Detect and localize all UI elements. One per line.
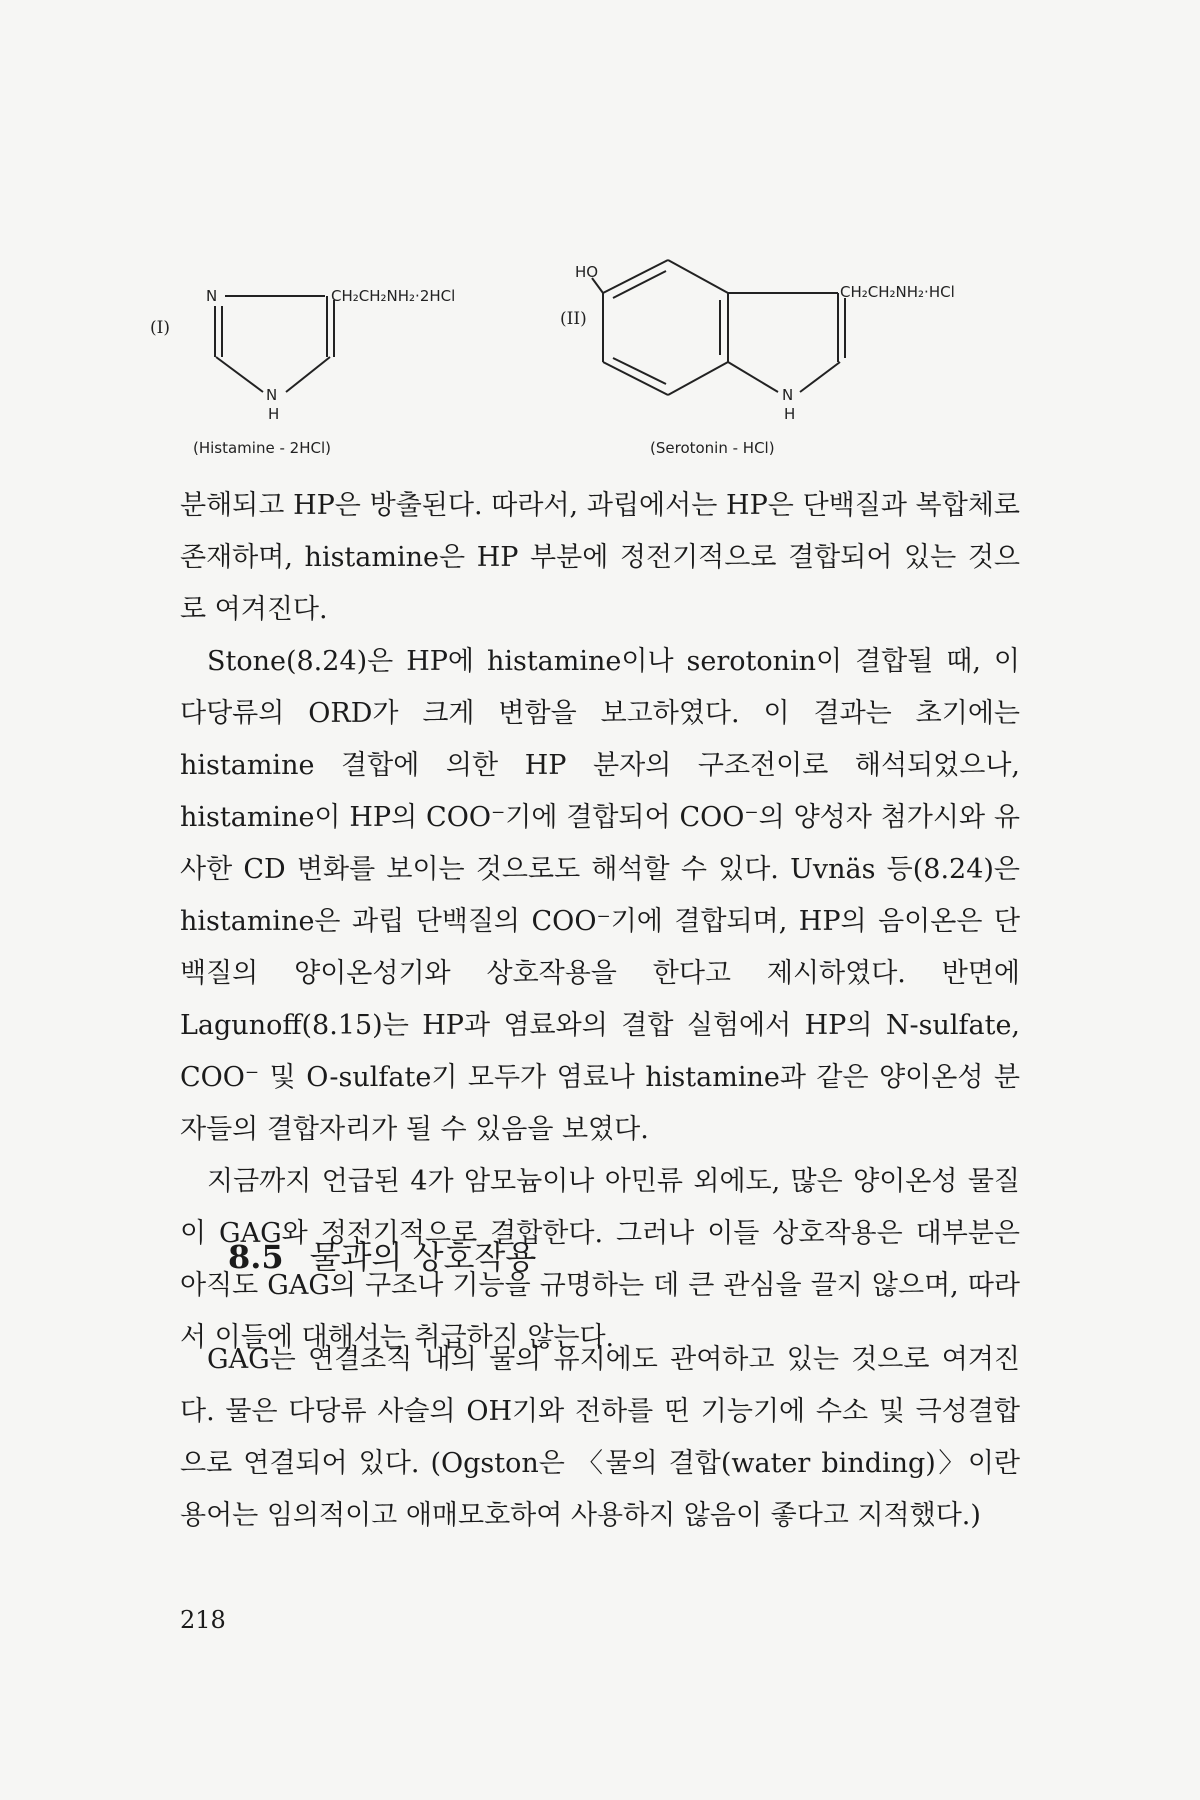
section-title: 물과의 상호작용 bbox=[309, 1238, 537, 1276]
paragraph-2: Stone(8.24)은 HP에 histamine이나 serotonin이 결합될 때, 이 다당류의 ORD가 크게 변함을 보고하였다. 이 결과는 초기에는 histamine 결합에 의한 HP 분자의 구조전이로 해석되었으나, histamine이 HP의 COO⁻기에 결합되어 COO⁻의 양성자 첨가시와 유사한 CD 변화를 보이는 것으로도 해석할 수 있다. Uvnäs 등(8.24)은 histamine은 과립 단백질의 COO⁻기에 결합되며, HP의 음이온은 단백질의 양이온성기와 상호작용을 한다고 제시하였다. 반면에 Lagunoff(8.15)는 HP과 염료와의 결합 실험에서 HP의 N-sulfate, COO⁻ 및 O-sulfate기 모두가 염료나 histamine과 같은 양이온성 분자들의 결합자리가 될 수 있음을 보였다. bbox=[180, 646, 1020, 1145]
compound2-ho: HO bbox=[575, 263, 599, 281]
compound1-caption: (Histamine - 2HCl) bbox=[193, 439, 331, 457]
compound1-side-chain: CH₂CH₂NH₂·2HCl bbox=[331, 287, 456, 305]
ring3-bond-lower-left bbox=[728, 362, 778, 392]
compound2-roman-label: (II) bbox=[560, 309, 587, 329]
ring1-bond-lower-left bbox=[216, 357, 263, 392]
paragraph-3: 지금까지 언급된 4가 암모늄이나 아민류 외에도, 많은 양이온성 물질이 GAG와 정전기적으로 결합한다. 그러나 이들 상호작용은 대부분은 아직도 GAG의 구조나 기능을 규명하는 데 큰 관심을 끌지 않으며, 따라서 이들에 대해서는 취급하지 않는다. bbox=[180, 1166, 1020, 1353]
ring3-bond-lower-right bbox=[800, 362, 840, 392]
ring2-bond-bottom-right bbox=[668, 362, 728, 395]
section-paragraph-1: GAG는 연결조직 내의 물의 유지에도 관여하고 있는 것으로 여겨진다. 물은 다당류 사슬의 OH기와 전하를 띤 기능기에 수소 및 극성결합으로 연결되어 있다. (Ogston은 〈물의 결합(water binding)〉이란 용어는 임의적이고 애매모호하여 사용하지 않음이 좋다고 지적했다.) bbox=[180, 1344, 1020, 1531]
paragraph-1: 분해되고 HP은 방출된다. 따라서, 과립에서는 HP은 단백질과 복합체로 존재하며, histamine은 HP 부분에 정전기적으로 결합되어 있는 것으로 여겨진다. bbox=[180, 490, 1020, 625]
ring2-bond-bottom-left bbox=[603, 362, 668, 395]
section-body-text bbox=[180, 1334, 1020, 1542]
compound2-n: N bbox=[782, 386, 794, 404]
page-number: 218 bbox=[180, 1606, 226, 1634]
ring2-bond-top-right bbox=[668, 260, 728, 293]
ring1-bond-lower-right bbox=[286, 357, 330, 392]
compound1-h: H bbox=[268, 405, 280, 423]
compound1-n-top: N bbox=[206, 287, 218, 305]
compound2-caption: (Serotonin - HCl) bbox=[650, 439, 775, 457]
compound1-roman-label: (I) bbox=[150, 318, 170, 338]
section-heading bbox=[228, 1232, 536, 1278]
chemical-structures-figure bbox=[0, 0, 1200, 480]
compound2-side-chain: CH₂CH₂NH₂·HCl bbox=[840, 283, 955, 301]
structure-drawing bbox=[0, 0, 1200, 480]
compound2-h: H bbox=[784, 405, 796, 423]
ring2-bond-top-left bbox=[603, 260, 668, 293]
compound1-n-bottom: N bbox=[266, 386, 278, 404]
section-number: 8.5 bbox=[228, 1238, 284, 1276]
